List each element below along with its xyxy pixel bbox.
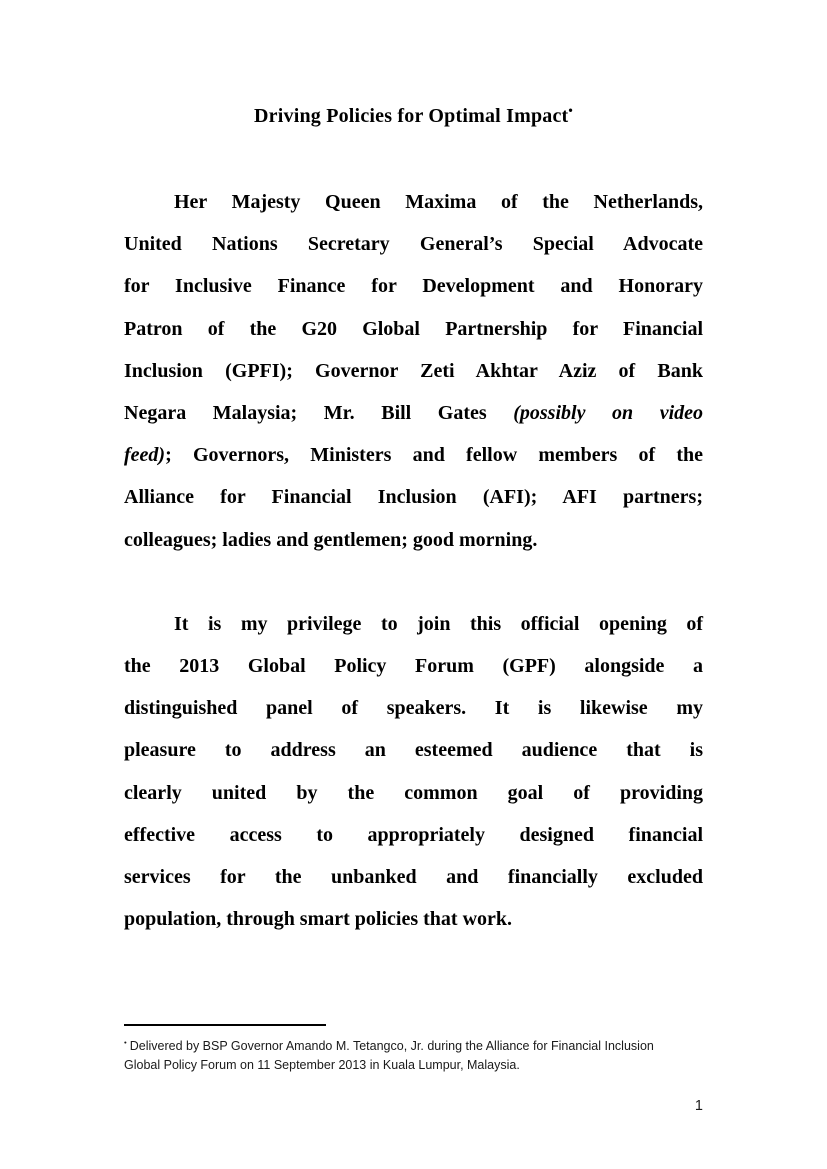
body-text: United Nations Secretary General’s Special Advocate (124, 233, 703, 256)
body-line (124, 181, 703, 223)
body-text: colleagues; ladies and gentlemen; good morning. (124, 528, 538, 551)
footnote-separator (124, 1024, 326, 1026)
paragraph (124, 181, 703, 561)
body-text: ; Governors, Ministers and fellow members of the (165, 444, 703, 467)
body-line (124, 856, 703, 898)
body-line (124, 308, 703, 350)
body-line (124, 603, 703, 645)
body-text: for Inclusive Finance for Development and Honorary (124, 275, 703, 298)
footnote-text-2: Global Policy Forum on 11 September 2013 in Kuala Lumpur, Malaysia. (124, 1058, 520, 1072)
body-text: pleasure to address an esteemed audience that is (124, 739, 703, 762)
title-footnote-marker: • (568, 103, 573, 118)
document-body (124, 181, 703, 983)
footnote-marker: • (124, 1037, 127, 1047)
body-text: Negara Malaysia; Mr. Bill Gates (124, 401, 514, 424)
footnote-area (124, 1024, 714, 1075)
body-text: the 2013 Global Policy Forum (GPF) alongside a (124, 655, 703, 678)
body-text: Alliance for Financial Inclusion (AFI); AFI partners; (124, 486, 703, 509)
page-title (124, 104, 703, 128)
body-line (124, 519, 703, 561)
body-text: population, through smart policies that work. (124, 908, 513, 931)
body-line (124, 392, 703, 434)
body-line (124, 814, 703, 856)
body-text: effective access to appropriately designed financial (124, 823, 703, 846)
body-text: It is my privilege to join this official opening of (174, 612, 703, 635)
footnote-text-1: Delivered by BSP Governor Amando M. Tetangco, Jr. during the Alliance for Financial Inclusion (129, 1039, 654, 1053)
body-text: clearly united by the common goal of providing (124, 781, 703, 804)
body-text: services for the unbanked and financially excluded (124, 866, 703, 888)
footnote-line-2 (124, 1056, 714, 1075)
body-text: Inclusion (GPFI); Governor Zeti Akhtar Aziz of Bank (124, 359, 703, 382)
body-text: Patron of the G20 Global Partnership for Financial (124, 317, 703, 340)
body-line (124, 645, 703, 687)
body-text: Her Majesty Queen Maxima of the Netherlands, (174, 191, 703, 213)
body-text-italic: (possibly on video (513, 401, 704, 424)
body-text-italic: feed) (124, 444, 166, 467)
body-line (124, 265, 703, 307)
body-line (124, 350, 703, 392)
body-line (124, 898, 703, 940)
title-text: Driving Policies for Optimal Impact (254, 105, 569, 127)
page-number: 1 (694, 1098, 703, 1114)
body-line (124, 729, 703, 771)
body-line (124, 772, 703, 814)
body-line (124, 687, 703, 729)
paragraph (124, 603, 703, 941)
body-text: distinguished panel of speakers. It is likewise my (124, 697, 703, 720)
body-line (124, 476, 703, 518)
body-line (124, 434, 703, 476)
body-line (124, 223, 703, 265)
footnote-line-1 (124, 1037, 714, 1056)
